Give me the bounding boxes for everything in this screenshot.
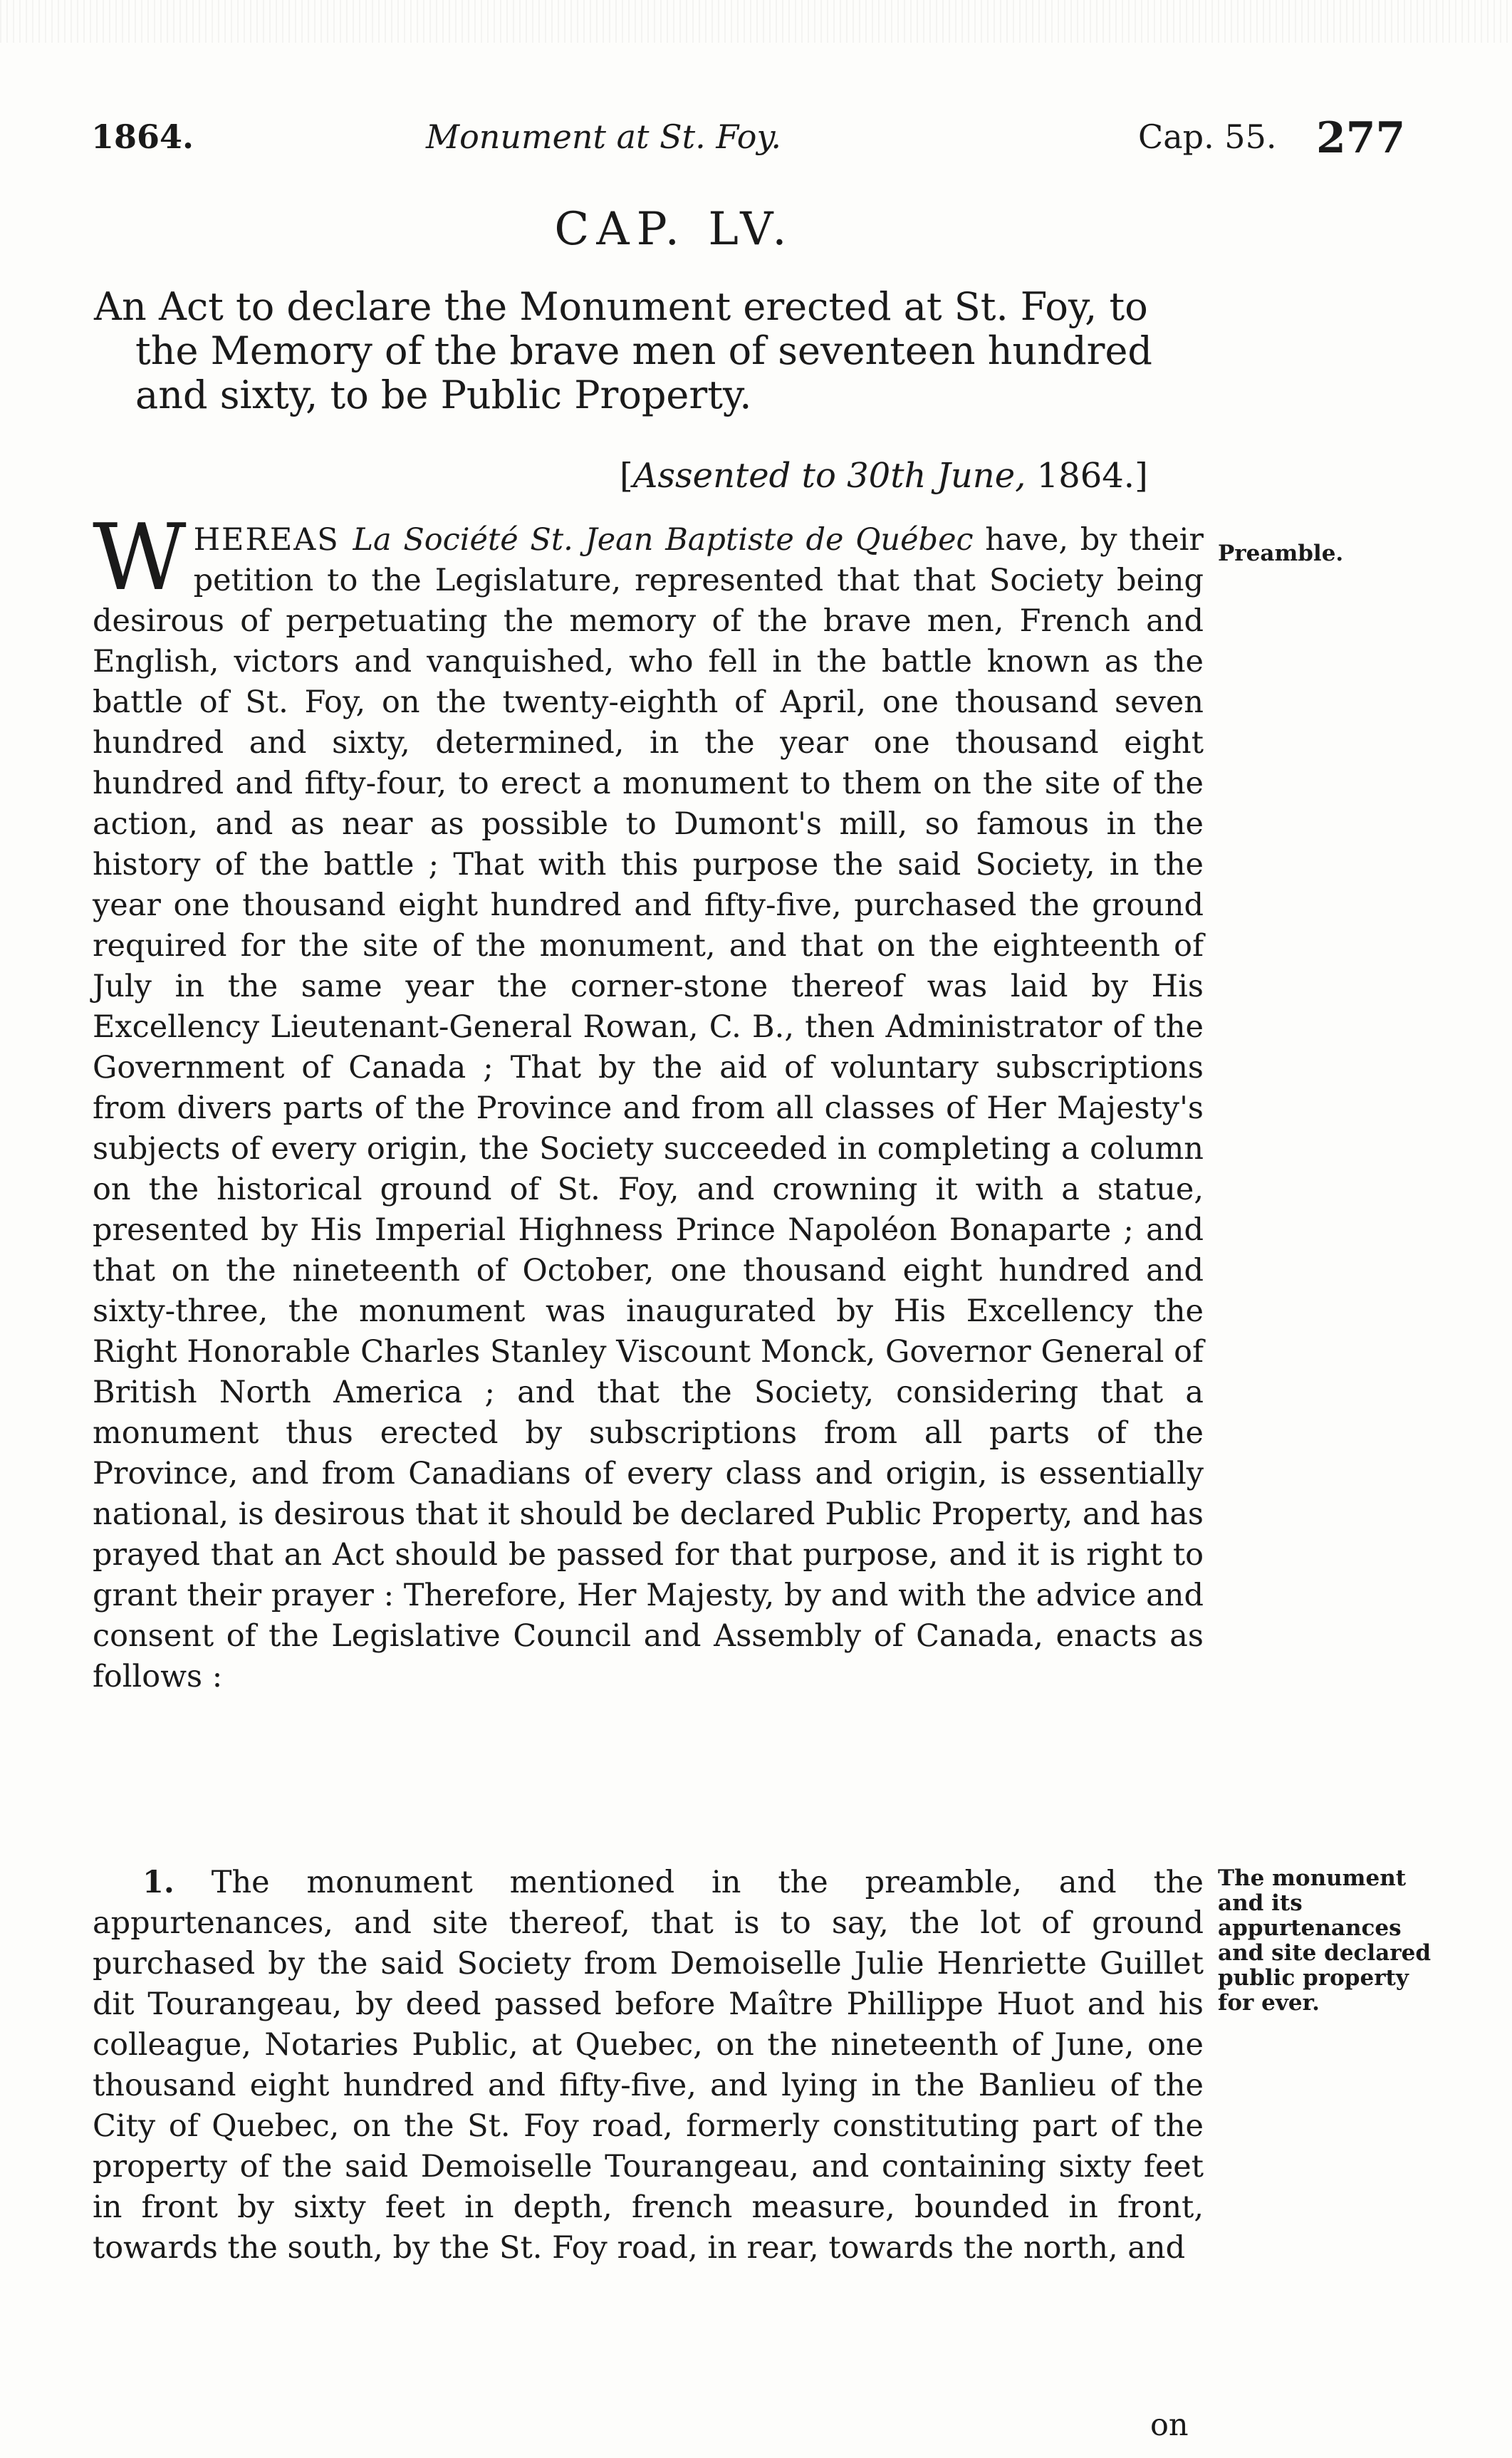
preamble-first-words: HEREAS — [193, 522, 353, 558]
assent-bracket: [ — [620, 456, 633, 496]
society-name: La Société St. Jean Baptiste de Québec — [353, 522, 974, 558]
scan-edge-noise — [0, 0, 1512, 43]
section-1-text: The monument mentioned in the preamble, and the appurtenances, and site thereof, that is to say, the lot of ground purchased by the said Society from Demoiselle Julie Henriette Guillet dit Tourangeau, by deed passed before Maître Phillippe Huot and his colleague, Notaries Public, at Quebec, on the nineteenth of June, one thousand eight hundred and fifty-five, and lying in the Banlieu of the City of Quebec, on the St. Foy road, formerly constituting part of the property of the said Demoiselle Tourangeau, and containing sixty feet in front by sixty feet in depth, french measure, bounded in front, towards the south, by the St. Foy road, in rear, towards the north, and — [93, 1865, 1204, 2266]
assent-line — [620, 456, 1204, 496]
chapter-heading: CAP. LV. — [554, 203, 794, 256]
section-number: 1. — [142, 1865, 174, 1900]
catchword: on — [1150, 2407, 1189, 2443]
assent-text: Assented to 30th June, — [632, 456, 1026, 496]
page-number: 277 — [1316, 113, 1406, 163]
running-header — [91, 113, 1406, 175]
assent-year: 1864.] — [1026, 456, 1148, 496]
preamble-body: have, by their petition to the Legislature, represented that that Society being desirous of perpetuating the memory of the brave men, French and English, victors and vanquished, who fell in the battle known as the battle of St. Foy, on the twenty-eighth of April, one thousand seven hundred and sixty, determined, in the year one thousand eight hundred and fifty-four, to erect a monument to them on the site of the action, and as near as possible to Dumont's mill, so famous in the history of the battle ; That with this purpose the said Society, in the year one thousand eight hundred and fifty-five, purchased the ground required for the site of the monument, and that on the eighteenth of July in the same year the corner-stone thereof was laid by His Excellency Lieutenant-General Rowan, C. B., then Administrator of the Government of Canada ; That by the aid of voluntary subscriptions from divers parts of the Province and from all classes of Her Majesty's subjects of every origin, the Society succeeded in completing a column on the historical ground of St. Foy, and crowning it with a statue, presented by His Imperial Highness Prince Napoléon Bonaparte ; and that on the nineteenth of October, one thousand eight hundred and sixty-three, the monument was inaugurated by His Excellency the Right Honorable Charles Stanley Viscount Monck, Governor General of British North America ; and that the Society, considering that a monument thus erected by subscriptions from all parts of the Province, and from Canadians of every class and origin, is essentially national, is desirous that it should be declared Public Property, and has prayed that an Act should be passed for that purpose, and it is right to grant their prayer : Therefore, Her Majesty, by and with the advice and consent of the Legislative Council and Assembly of Canada, enacts as follows : — [93, 522, 1204, 1694]
drop-cap: W — [93, 505, 187, 611]
preamble-paragraph — [93, 505, 1204, 1823]
marginal-note-preamble: Preamble. — [1218, 541, 1344, 566]
act-title: An Act to declare the Monument erected at St. Foy, to the Memory of the brave men of seventeen hundred and sixty, to be Public Property. — [94, 284, 1152, 417]
header-chapter: Cap. 55. — [1138, 118, 1277, 156]
marginal-note-section-1: The monument and its appurtenances and site declared public property for ever. — [1218, 1865, 1432, 2016]
header-running-title: Monument at St. Foy. — [426, 118, 781, 156]
section-1-paragraph — [93, 1863, 1204, 2404]
header-year: 1864. — [91, 118, 194, 156]
